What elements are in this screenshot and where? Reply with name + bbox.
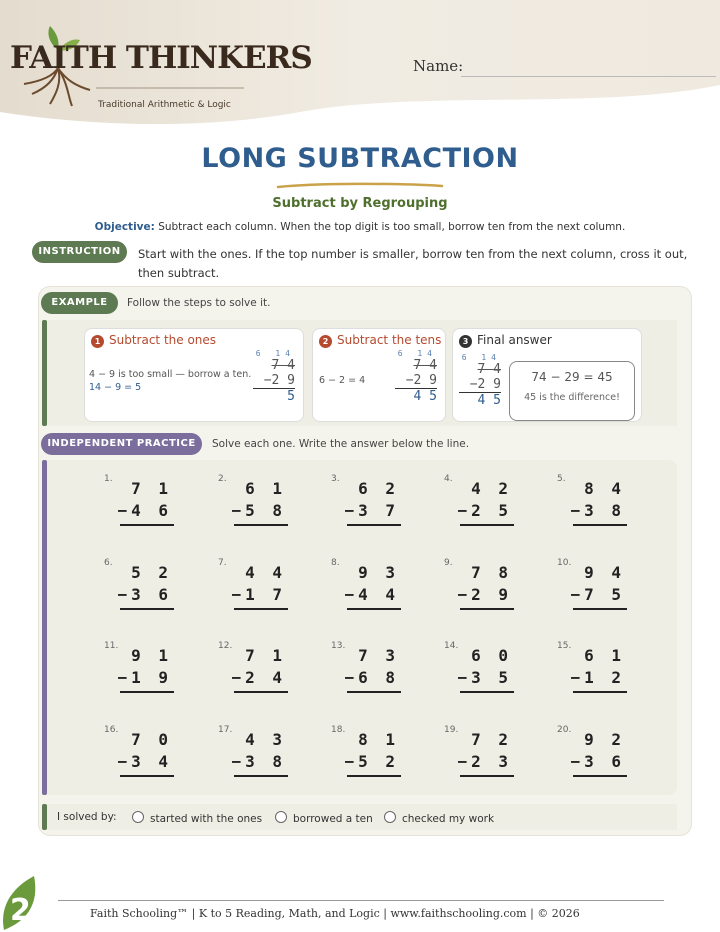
name-label: Name:: [413, 57, 464, 75]
step-note: 4 − 9 is too small — borrow a ten.: [89, 369, 252, 380]
problem-bottom: −5 2: [344, 752, 399, 771]
step-note-calculation: 6 − 2 = 4: [319, 375, 366, 386]
problem-top: 9 2: [584, 730, 625, 749]
problem-number: 14.: [444, 641, 459, 651]
logo-title: FAITH THINKERS: [10, 40, 312, 76]
problem-bottom: −3 5: [457, 668, 512, 687]
practice-problem: [218, 641, 318, 711]
title-underline: [276, 182, 444, 190]
objective: [0, 221, 720, 233]
page-subtitle: Subtract by Regrouping: [272, 196, 448, 211]
practice-problem: [444, 474, 544, 544]
practice-problem: [331, 641, 431, 711]
objective-text: Subtract each column. When the top digit is too small, borrow ten from the next column.: [158, 221, 626, 233]
example-step-1: [84, 328, 304, 422]
leaf-badge-icon: [0, 872, 46, 932]
problem-number: 18.: [331, 725, 346, 735]
practice-problem: [557, 558, 657, 628]
work-top: 7 4: [413, 358, 437, 373]
final-answer-box: [509, 361, 635, 421]
practice-problem: [218, 474, 318, 544]
problem-number: 10.: [557, 558, 572, 568]
work-result: 4 5: [477, 393, 501, 408]
answer-line[interactable]: [460, 524, 514, 526]
work-bottom: −2 9: [253, 373, 295, 389]
problem-top: 4 2: [471, 479, 512, 498]
problem-top: 9 1: [131, 646, 172, 665]
example-hint: Follow the steps to solve it.: [127, 297, 271, 309]
problem-number: 16.: [104, 725, 119, 735]
answer-line[interactable]: [573, 775, 627, 777]
answer-line[interactable]: [234, 775, 288, 777]
problem-number: 13.: [331, 641, 346, 651]
option-label: borrowed a ten: [293, 813, 373, 825]
example-step-2: [312, 328, 446, 422]
borrow-marks: 6 14: [397, 349, 437, 358]
problem-number: 9.: [444, 558, 453, 568]
problem-bottom: −6 8: [344, 668, 399, 687]
instruction-text: Start with the ones. If the top number is smaller, borrow ten from the next column, cross it out, then subtract.: [138, 247, 688, 280]
problem-top: 6 2: [358, 479, 399, 498]
problem-number: 17.: [218, 725, 233, 735]
step-note: [319, 375, 365, 386]
radio-circle-icon[interactable]: [384, 811, 396, 823]
problem-top: 6 1: [584, 646, 625, 665]
practice-problem: [444, 725, 544, 795]
problem-top: 7 2: [471, 730, 512, 749]
problem-bottom: −7 5: [570, 585, 625, 604]
answer-line[interactable]: [460, 608, 514, 610]
problem-number: 20.: [557, 725, 572, 735]
practice-problem: [444, 558, 544, 628]
problem-bottom: −3 4: [117, 752, 172, 771]
name-field[interactable]: [413, 56, 463, 75]
problem-bottom: −3 8: [231, 752, 286, 771]
example-work-step-1: [253, 349, 295, 404]
answer-line[interactable]: [460, 775, 514, 777]
practice-badge: INDEPENDENT PRACTICE: [41, 433, 202, 455]
example-badge: EXAMPLE: [41, 292, 118, 314]
problem-top: 8 1: [358, 730, 399, 749]
answer-line[interactable]: [347, 691, 401, 693]
problem-number: 5.: [557, 474, 566, 484]
problem-bottom: −1 2: [570, 668, 625, 687]
practice-problem: [331, 558, 431, 628]
answer-line[interactable]: [573, 524, 627, 526]
option-label: started with the ones: [150, 813, 263, 825]
step-note-calculation: 14 − 9 = 5: [89, 382, 142, 393]
answer-line[interactable]: [460, 691, 514, 693]
problem-bottom: −4 4: [344, 585, 399, 604]
practice-hint: Solve each one. Write the answer below the line.: [212, 438, 470, 450]
answer-line[interactable]: [234, 691, 288, 693]
logo-subtitle: Traditional Arithmetic & Logic: [98, 100, 231, 110]
badge-number: 2: [10, 893, 31, 928]
answer-line[interactable]: [234, 524, 288, 526]
problem-top: 4 3: [245, 730, 286, 749]
problem-top: 7 1: [245, 646, 286, 665]
problem-bottom: −4 6: [117, 501, 172, 520]
name-line[interactable]: [461, 76, 716, 77]
answer-line[interactable]: [120, 775, 174, 777]
final-message: 45 is the difference!: [524, 392, 620, 403]
problem-bottom: −2 3: [457, 752, 512, 771]
problem-number: 6.: [104, 558, 113, 568]
practice-problem: [104, 474, 204, 544]
problem-bottom: −2 9: [457, 585, 512, 604]
answer-line[interactable]: [347, 775, 401, 777]
option-borrowed-a-ten[interactable]: [275, 811, 373, 825]
step-title: Final answer: [477, 333, 552, 347]
practice-problem: [104, 641, 204, 711]
page-title: LONG SUBTRACTION: [201, 143, 519, 174]
work-top: 7 4: [271, 358, 295, 373]
problem-bottom: −1 7: [231, 585, 286, 604]
answer-line[interactable]: [573, 608, 627, 610]
option-checked-my-work[interactable]: [384, 811, 494, 825]
answer-line[interactable]: [573, 691, 627, 693]
problem-bottom: −3 6: [570, 752, 625, 771]
option-started-with-ones[interactable]: [132, 811, 262, 825]
step-number: 1: [91, 335, 104, 348]
practice-problem: [218, 558, 318, 628]
problem-number: 2.: [218, 474, 227, 484]
final-equation: 74 − 29 = 45: [531, 370, 613, 384]
problem-number: 7.: [218, 558, 227, 568]
problem-top: 9 4: [584, 563, 625, 582]
problem-top: 6 1: [245, 479, 286, 498]
practice-problem: [104, 558, 204, 628]
problem-number: 12.: [218, 641, 233, 651]
instruction-badge: INSTRUCTION: [32, 241, 127, 263]
problem-top: 6 0: [471, 646, 512, 665]
option-label: checked my work: [402, 813, 495, 825]
problem-bottom: −3 8: [570, 501, 625, 520]
work-result: 4 5: [413, 389, 437, 404]
answer-line[interactable]: [347, 524, 401, 526]
self-check-label: I solved by:: [57, 811, 117, 823]
work-result: 5: [287, 389, 295, 404]
practice-problem: [444, 641, 544, 711]
problem-bottom: −5 8: [231, 501, 286, 520]
problem-top: 9 3: [358, 563, 399, 582]
answer-line[interactable]: [347, 608, 401, 610]
practice-problem: [331, 725, 431, 795]
problem-number: 15.: [557, 641, 572, 651]
work-bottom: −2 9: [459, 377, 501, 393]
step-title: Subtract the tens: [337, 333, 442, 347]
problem-number: 19.: [444, 725, 459, 735]
borrow-marks: 6 14: [255, 349, 295, 358]
footer-text: Faith Schooling™ | K to 5 Reading, Math, and Logic | www.faithschooling.com | © 2026: [90, 907, 580, 920]
problem-number: 8.: [331, 558, 340, 568]
work-bottom: −2 9: [395, 373, 437, 389]
answer-line[interactable]: [120, 691, 174, 693]
practice-problem: [557, 474, 657, 544]
problem-bottom: −1 9: [117, 668, 172, 687]
faith-thinkers-logo: [6, 20, 312, 110]
practice-problem: [218, 725, 318, 795]
radio-circle-icon[interactable]: [132, 811, 144, 823]
problem-bottom: −3 7: [344, 501, 399, 520]
problem-number: 1.: [104, 474, 113, 484]
example-work-step-2: [395, 349, 437, 404]
problem-number: 4.: [444, 474, 453, 484]
problem-bottom: −2 4: [231, 668, 286, 687]
step-number: 2: [319, 335, 332, 348]
problem-top: 7 1: [131, 479, 172, 498]
example-work-step-3: [459, 353, 501, 408]
footer-divider: [58, 900, 664, 901]
practice-problem: [331, 474, 431, 544]
problem-top: 8 4: [584, 479, 625, 498]
problem-top: 4 4: [245, 563, 286, 582]
problem-number: 11.: [104, 641, 119, 651]
step-title: Subtract the ones: [109, 333, 217, 347]
problem-top: 7 8: [471, 563, 512, 582]
practice-problem: [104, 725, 204, 795]
answer-line[interactable]: [120, 608, 174, 610]
answer-line[interactable]: [120, 524, 174, 526]
objective-label: Objective:: [94, 221, 155, 233]
example-step-3: [452, 328, 642, 422]
step-number: 3: [459, 335, 472, 348]
problem-bottom: −3 6: [117, 585, 172, 604]
radio-circle-icon[interactable]: [275, 811, 287, 823]
problem-top: 5 2: [131, 563, 172, 582]
problem-bottom: −2 5: [457, 501, 512, 520]
borrow-marks: 6 14: [461, 353, 501, 362]
practice-problem: [557, 725, 657, 795]
problem-top: 7 3: [358, 646, 399, 665]
practice-problem: [557, 641, 657, 711]
problem-number: 3.: [331, 474, 340, 484]
answer-line[interactable]: [234, 608, 288, 610]
problem-top: 7 0: [131, 730, 172, 749]
work-top: 7 4: [477, 362, 501, 377]
